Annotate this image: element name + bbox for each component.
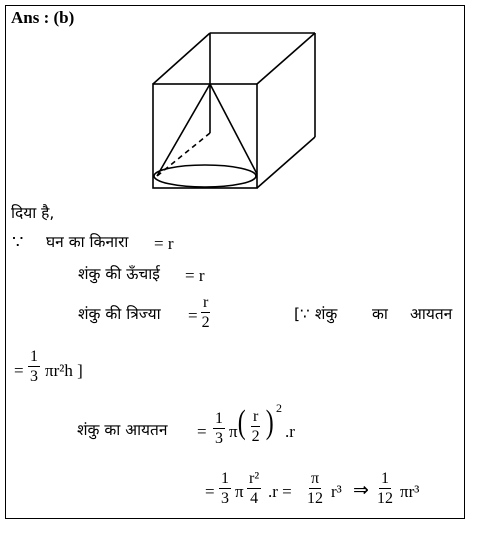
- left-paren: (: [237, 404, 246, 441]
- answer-box: [5, 5, 465, 519]
- formula-eq: =: [14, 361, 24, 380]
- volume-pi: π: [229, 422, 238, 441]
- volume-tail: .r: [285, 422, 295, 441]
- note-ka: का: [372, 305, 388, 323]
- volume-label: शंकु का आयतन: [77, 421, 168, 439]
- step2-fraction-3: [307, 471, 323, 507]
- fraction-denominator: 2: [251, 428, 260, 445]
- fraction-denominator: 2: [201, 314, 210, 331]
- fraction-denominator: 12: [377, 490, 393, 507]
- cone-height-label: शंकु की ऊँचाई: [78, 265, 160, 283]
- fraction-numerator: π: [310, 470, 320, 487]
- fraction-numerator: 1: [30, 348, 38, 365]
- volume-eq: =: [197, 422, 207, 441]
- cone-radius-eq: =: [188, 306, 198, 325]
- step2-mid: .r =: [268, 482, 292, 501]
- fraction-denominator: 3: [221, 490, 229, 507]
- fraction-denominator: 12: [307, 490, 323, 507]
- given-text: दिया है,: [11, 204, 55, 222]
- fraction-denominator: 4: [250, 490, 259, 507]
- note-open: [∵ शंकु: [294, 305, 338, 323]
- volume-exponent: 2: [276, 401, 282, 415]
- step2-eq: =: [205, 482, 215, 501]
- implies-symbol: ⇒: [353, 480, 369, 501]
- cube-edge-value: = r: [154, 234, 174, 253]
- step2-fraction-2: [247, 471, 261, 507]
- fraction-denominator: 3: [30, 368, 38, 385]
- cube-edge-label: घन का किनारा: [46, 233, 129, 251]
- answer-label: Ans : (b): [11, 8, 75, 27]
- formula-fraction: [28, 349, 40, 385]
- fraction-numerator: r: [253, 408, 259, 425]
- fraction-numerator: 1: [215, 410, 223, 427]
- right-paren: ): [265, 404, 274, 441]
- cone-height-value: = r: [185, 266, 205, 285]
- note-aayatan: आयतन: [410, 305, 453, 323]
- because-symbol: ∵: [12, 232, 24, 252]
- step2-fraction-4: [377, 471, 393, 507]
- cone-radius-label: शंकु की त्रिज्या: [78, 305, 161, 323]
- fraction-numerator: r: [203, 294, 209, 311]
- step2-fraction-1: [219, 471, 231, 507]
- volume-fraction: [213, 411, 225, 447]
- formula-rest: πr²h ]: [45, 361, 83, 380]
- fraction-numerator: 1: [221, 470, 229, 487]
- fraction-denominator: 3: [215, 430, 223, 447]
- cone-radius-fraction: [201, 295, 210, 331]
- fraction-numerator: r²: [249, 470, 260, 487]
- step2-final: πr³: [400, 482, 420, 501]
- step2-pi: π: [235, 482, 244, 501]
- volume-inner-fraction: [251, 409, 260, 445]
- fraction-numerator: 1: [381, 470, 389, 487]
- step2-r-cubed: r³: [331, 482, 342, 501]
